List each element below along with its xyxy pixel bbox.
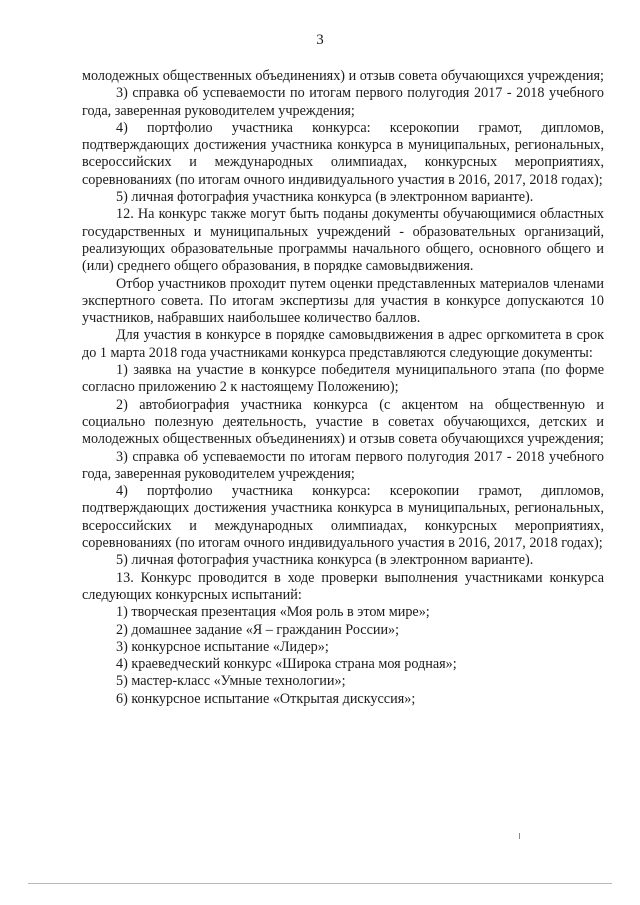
list-item: 6) конкурсное испытание «Открытая дискуссия»;: [116, 690, 416, 707]
paragraph-item-5-photo: 5) личная фотография участника конкурса (в электронном варианте).: [116, 189, 534, 206]
paragraph-self-nomination: Для участия в конкурсе в порядке самовыдвижения в адрес оргкомитета в срок до 1 марта 2018 года участниками конкурса представляются следующие документы:: [82, 327, 604, 361]
paragraph-selection: Отбор участников проходит путем оценки представленных материалов членами экспертного совета. По итогам экспертизы для участия в конкурсе допускаются 10 участников, набравших наибольшее количество баллов.: [82, 275, 604, 327]
paragraph-clause-12: 12. На конкурс также могут быть поданы документы обучающимися областных государственных и муниципальных учреждений - образовательных организаций, реализующих образовательные программы начального общего, основного общего и (или) среднего общего образования, в порядке самовыдвижения.: [82, 206, 604, 275]
paragraph-item-4-portfolio: 4) портфолио участника конкурса: ксерокопии грамот, дипломов, подтверждающих достижения участника конкурса в муниципальных, региональных, всероссийских и международных олимпиадах, конкурсных мероприятиях, соревнованиях (по итогам очного индивидуального участия в 2016, 2017, 2018 годах);: [82, 119, 604, 188]
document-body: [82, 68, 604, 708]
list-item: 5) мастер-класс «Умные технологии»;: [116, 673, 346, 690]
list-item: 4) краеведческий конкурс «Широка страна моя родная»;: [116, 656, 457, 673]
paragraph-item-5-photo-repeat: 5) личная фотография участника конкурса (в электронном варианте).: [116, 552, 534, 569]
page-number: 3: [316, 32, 324, 48]
paragraph-item-4-portfolio-repeat: 4) портфолио участника конкурса: ксерокопии грамот, дипломов, подтверждающих достижения участника конкурса в муниципальных, региональных, всероссийских и международных олимпиадах, конкурсных мероприятиях, соревнованиях (по итогам очного индивидуального участия в 2016, 2017, 2018 годах);: [82, 483, 604, 552]
list-item: 1) творческая презентация «Моя роль в этом мире»;: [116, 604, 430, 621]
list-item: 2) домашнее задание «Я – гражданин России»;: [116, 621, 400, 638]
scan-edge-line: [28, 883, 612, 884]
paragraph-clause-13: 13. Конкурс проводится в ходе проверки выполнения участниками конкурса следующих конкурсных испытаний:: [82, 569, 604, 603]
paragraph-item-2-autobiography: 2) автобиография участника конкурса (с акцентом на общественную и социально полезную деятельность, участие в советах обучающихся, детских и молодежных общественных объединениях) и отзыв совета обучающихся учреждения;: [82, 396, 604, 448]
paragraph-item-3-grades-repeat: 3) справка об успеваемости по итогам первого полугодия 2017 - 2018 учебного года, заверенная руководителем учреждения;: [82, 448, 604, 482]
paragraph-item-3-grades: 3) справка об успеваемости по итогам первого полугодия 2017 - 2018 учебного года, заверенная руководителем учреждения;: [82, 85, 604, 119]
list-item: 3) конкурсное испытание «Лидер»;: [116, 638, 329, 655]
contest-tests-list: [82, 604, 604, 708]
scan-mark: [519, 833, 520, 839]
paragraph-item-1-application: 1) заявка на участие в конкурсе победителя муниципального этапа (по форме согласно приложению 2 к настоящему Положению);: [82, 362, 604, 396]
paragraph-continuation: молодежных общественных объединениях) и отзыв совета обучающихся учреждения;: [82, 68, 604, 84]
